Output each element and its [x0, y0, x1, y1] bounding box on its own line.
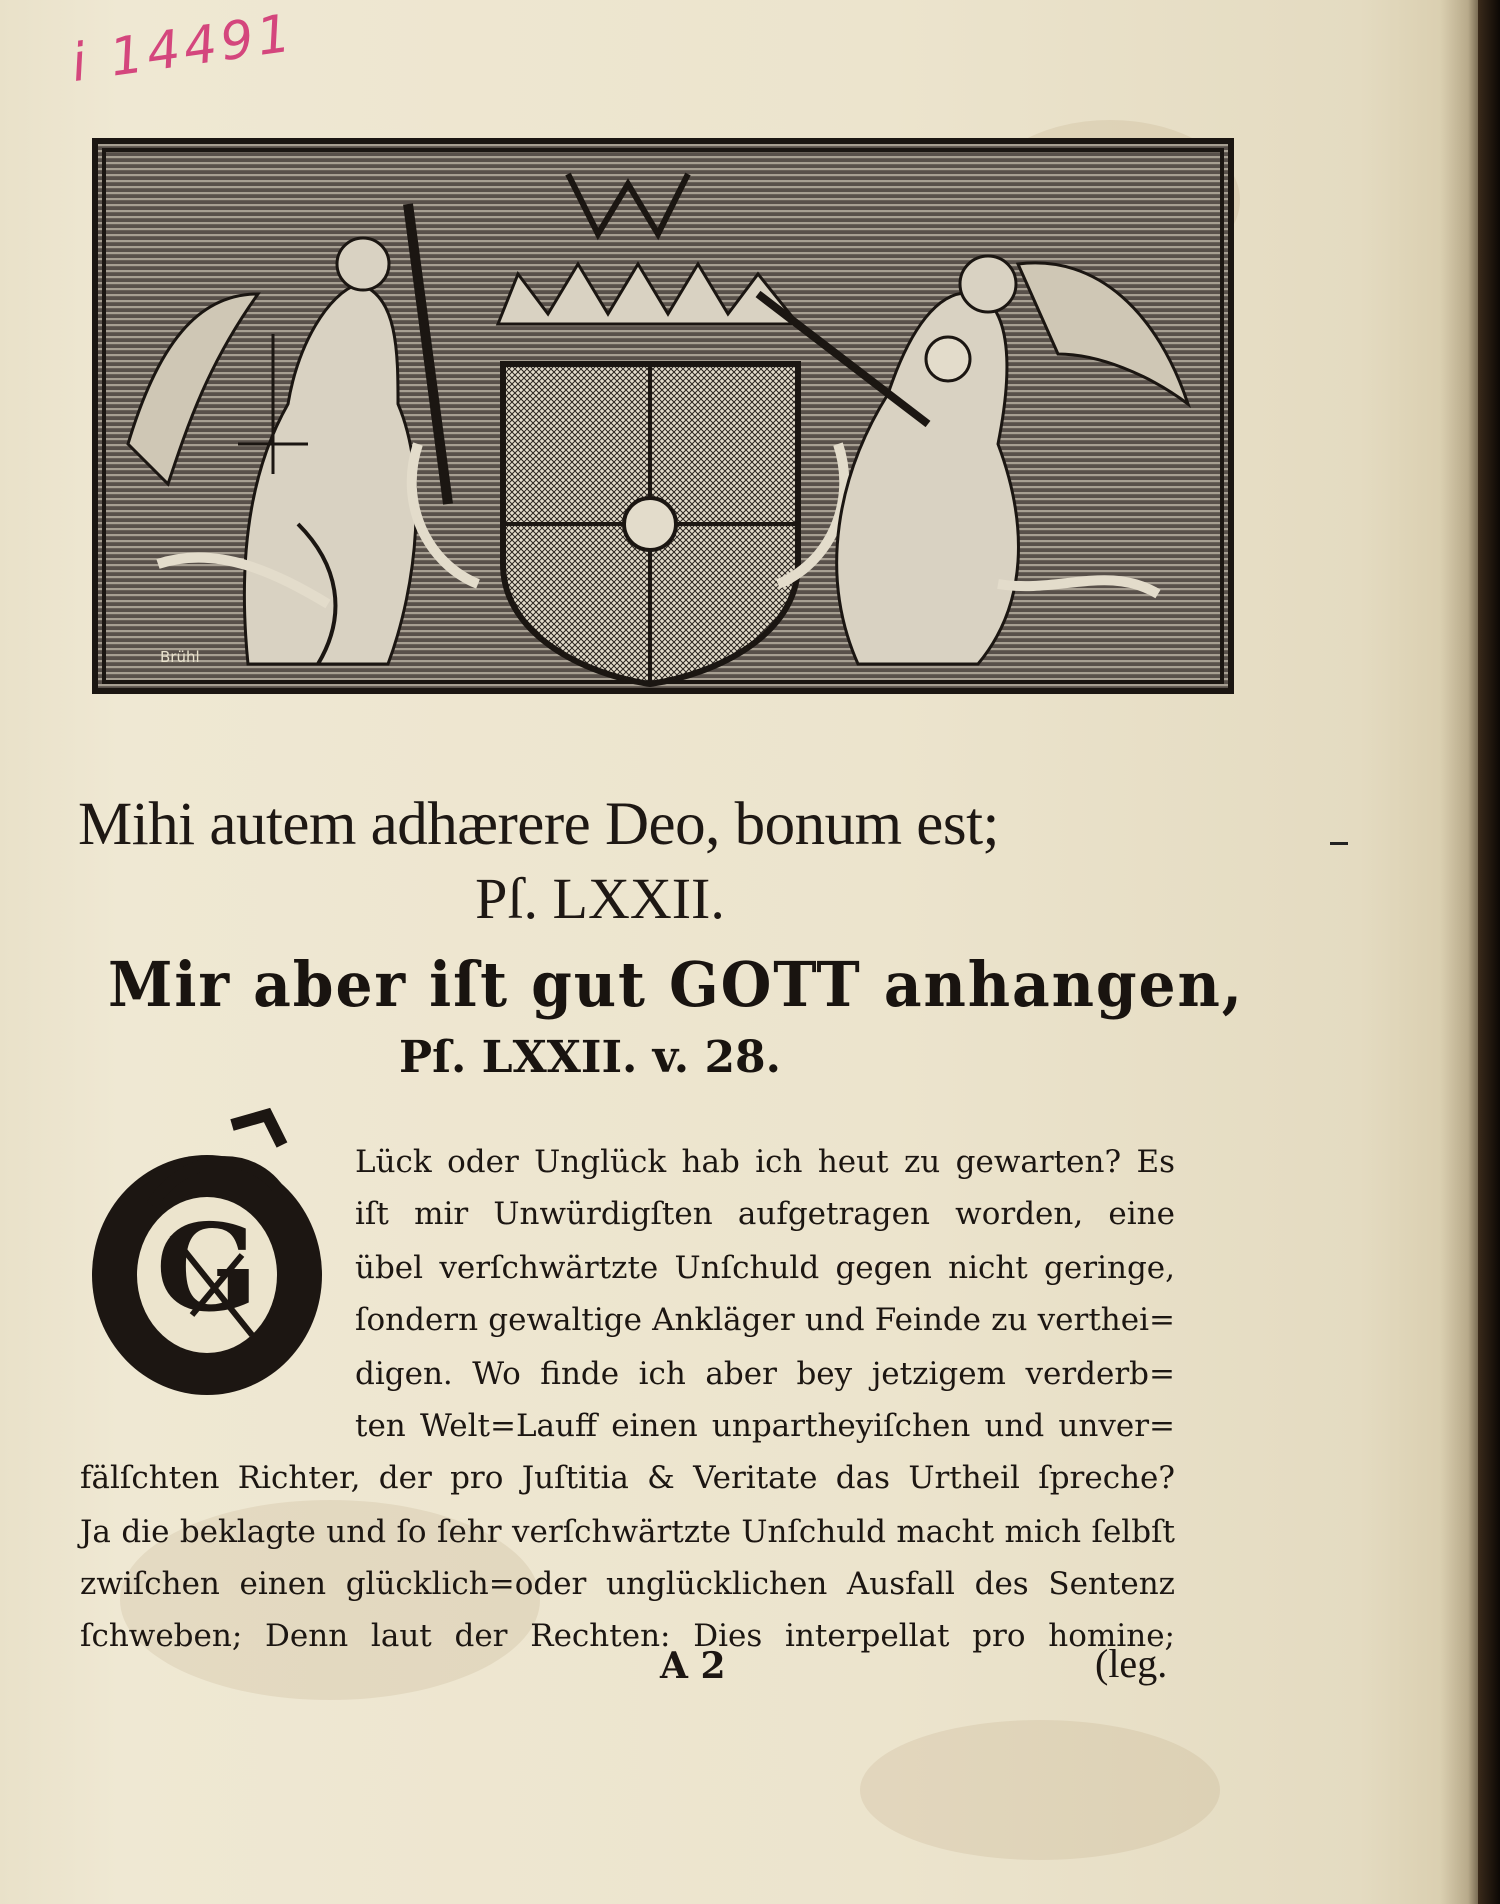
vignette-engraving — [98, 144, 1228, 688]
body-line: iſt mir Unwürdigſten aufgetragen worden, eine — [355, 1196, 1175, 1232]
decorated-initial-G — [82, 1085, 332, 1405]
shelfmark: i 14491 — [67, 3, 299, 95]
paper-stain — [860, 1720, 1220, 1860]
body-line: zwiſchen einen glücklich=oder unglücklichen Ausfall des Sentenz — [80, 1566, 1175, 1602]
page-edge-shadow — [1440, 0, 1478, 1904]
german-psalm-reference: Pſ. LXXII. v. 28. — [399, 1032, 781, 1083]
background-edge — [1478, 0, 1500, 1904]
body-line: ſondern gewaltige Ankläger und Feinde zu verthei= — [355, 1302, 1175, 1338]
body-line: fälſchten Richter, der pro Juſtitia & Veritate das Urtheil ſpreche? — [80, 1460, 1175, 1496]
latin-verse-heading: Mihi autem adhærere Deo, bonum est; — [78, 791, 1000, 858]
engraver-signature: Brühl — [160, 648, 200, 666]
body-line: ten Welt=Lauff einen unpartheyiſchen und unver= — [355, 1408, 1175, 1444]
drop-cap-illustration — [82, 1085, 332, 1405]
body-line: ſchweben; Denn laut der Rechten: Dies interpellat pro homine; — [80, 1618, 1175, 1654]
body-line: Lück oder Unglück hab ich heut zu gewarten? Es — [355, 1144, 1175, 1180]
body-line: digen. Wo finde ich aber bey jetzigem verderb= — [355, 1356, 1175, 1392]
latin-psalm-reference: Pſ. LXXII. — [475, 866, 725, 931]
signature-mark: A 2 — [660, 1645, 726, 1687]
body-line: Ja die beklagte und ſo ſehr verſchwärtzte Unſchuld macht mich ſelbſt — [80, 1514, 1175, 1550]
catchword: (leg. — [1095, 1641, 1168, 1686]
engraved-coat-of-arms-vignette — [92, 138, 1234, 694]
margin-mark — [1330, 842, 1348, 845]
german-verse-heading: Mir aber iſt gut GOTT anhangen, — [108, 948, 1244, 1021]
body-line: übel verſchwärtzte Unſchuld gegen nicht geringe, — [355, 1250, 1175, 1286]
svg-text:G: G — [155, 1198, 259, 1339]
